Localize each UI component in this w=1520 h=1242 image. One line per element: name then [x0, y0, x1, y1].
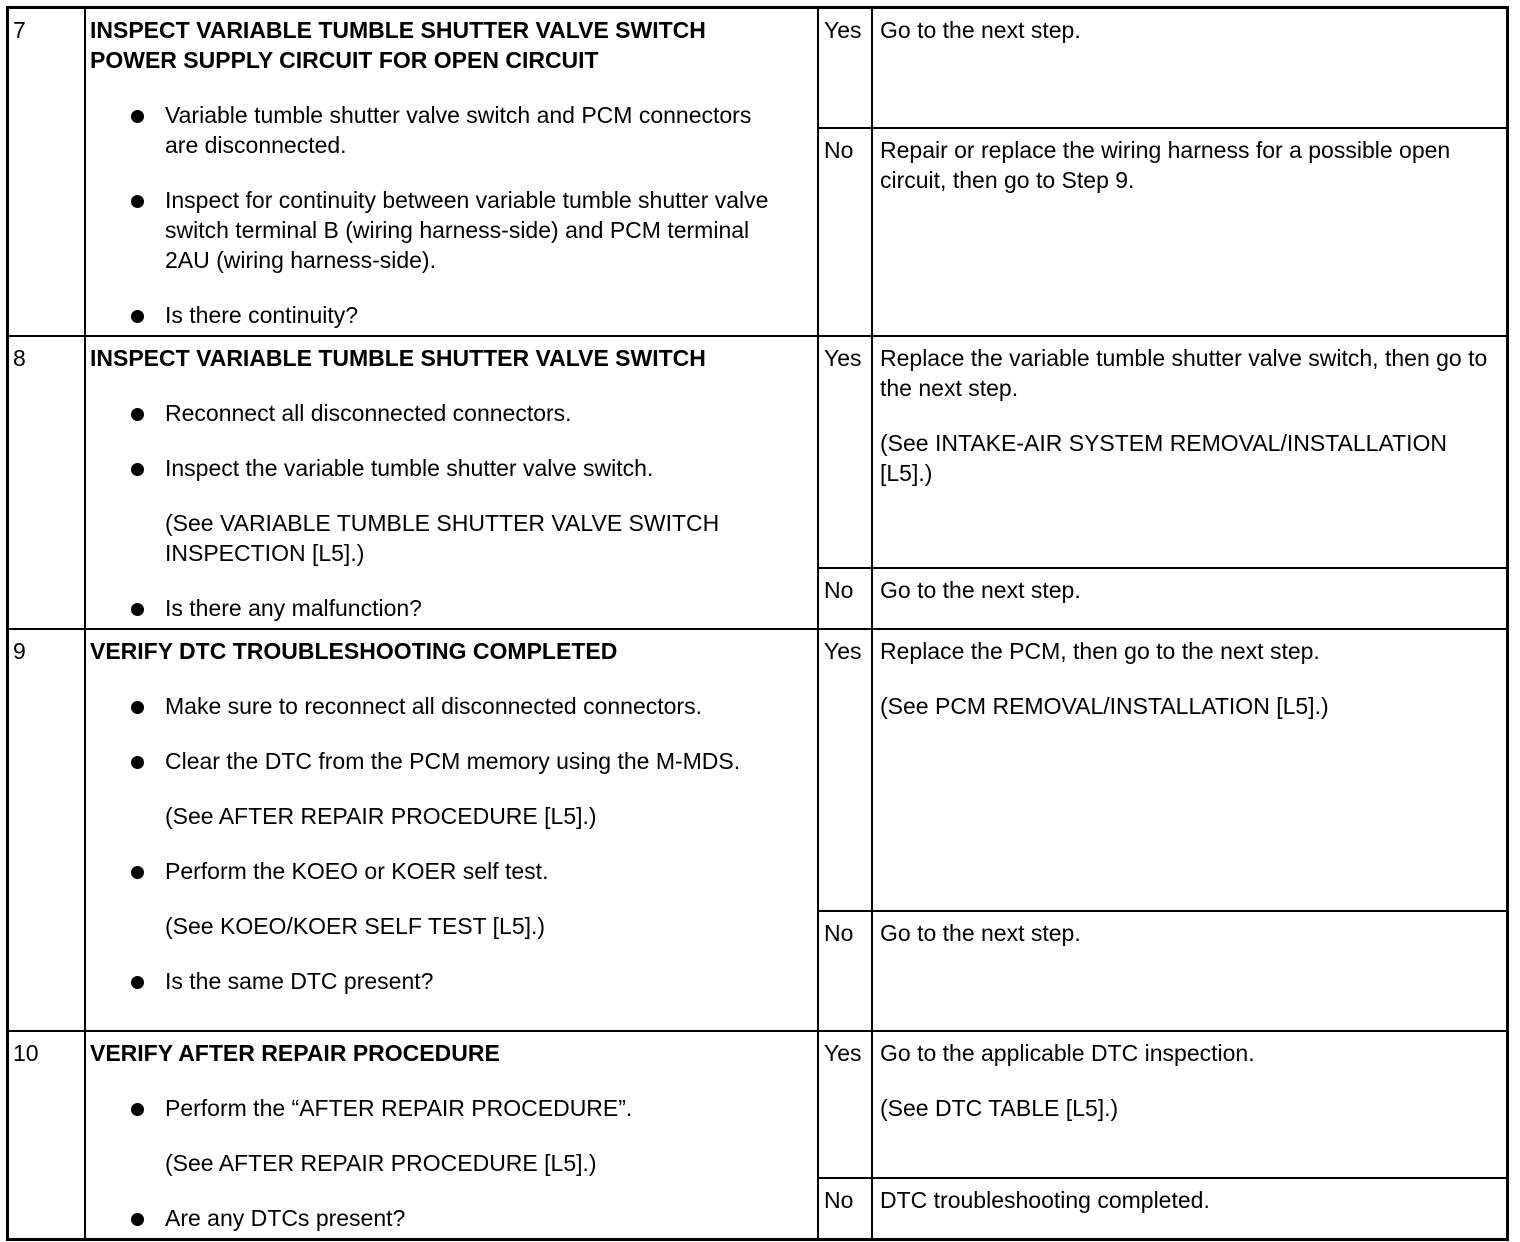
check-item: Is there continuity?	[165, 300, 790, 330]
yes-label: Yes	[824, 17, 862, 43]
check-item: Make sure to reconnect all disconnected connectors.	[165, 691, 790, 721]
reference-note: (See VARIABLE TUMBLE SHUTTER VALVE SWITCH INSPECTION [L5].)	[165, 510, 720, 566]
step-row-7	[9, 9, 1506, 335]
step-number: 8	[13, 345, 26, 371]
step-title: VERIFY DTC TROUBLESHOOTING COMPLETED	[90, 638, 618, 664]
yes-label: Yes	[824, 1040, 862, 1066]
check-item: Inspect the variable tumble shutter valve switch.	[165, 453, 790, 483]
no-text: DTC troubleshooting completed.	[880, 1187, 1210, 1213]
step-body	[90, 1038, 790, 1233]
yes-text: Replace the variable tumble shutter valve switch, then go to the next step.	[880, 345, 1488, 401]
no-result	[819, 127, 1506, 335]
check-item: Inspect for continuity between variable tumble shutter valve switch terminal B (wiring harness-side) and PCM terminal 2AU (wiring harness-side).	[165, 185, 790, 275]
check-item: Is there any malfunction?	[165, 593, 790, 623]
no-result	[819, 910, 1506, 1032]
yes-reference: (See PCM REMOVAL/INSTALLATION [L5].)	[880, 693, 1329, 719]
yes-text: Replace the PCM, then go to the next step.	[880, 638, 1320, 664]
yes-result	[819, 1032, 1506, 1177]
step-title: INSPECT VARIABLE TUMBLE SHUTTER VALVE SWITCH	[90, 345, 706, 371]
step-body	[90, 343, 790, 623]
bullet-icon	[131, 463, 144, 476]
step-title: VERIFY AFTER REPAIR PROCEDURE	[90, 1040, 500, 1066]
bullet-icon	[131, 110, 144, 123]
yes-reference: (See DTC TABLE [L5].)	[880, 1095, 1119, 1121]
yes-text: Go to the next step.	[880, 17, 1081, 43]
bullet-icon	[131, 701, 144, 714]
step-row-8	[9, 335, 1506, 628]
yes-label: Yes	[824, 638, 862, 664]
bullet-icon	[131, 195, 144, 208]
step-row-9	[9, 628, 1506, 1030]
step-number: 10	[13, 1040, 39, 1066]
yes-reference: (See INTAKE-AIR SYSTEM REMOVAL/INSTALLATION [L5].)	[880, 430, 1448, 486]
bullet-icon	[131, 408, 144, 421]
step-number: 7	[13, 17, 26, 43]
reference-note: (See AFTER REPAIR PROCEDURE [L5].)	[165, 803, 597, 829]
check-item: Is the same DTC present?	[165, 966, 790, 996]
bullet-icon	[131, 976, 144, 989]
no-label: No	[824, 1187, 854, 1213]
reference-note: (See KOEO/KOER SELF TEST [L5].)	[165, 913, 546, 939]
yes-result	[819, 9, 1506, 127]
no-label: No	[824, 577, 854, 603]
check-item: Perform the KOEO or KOER self test.	[165, 856, 790, 886]
check-item: Variable tumble shutter valve switch and PCM connectors are disconnected.	[165, 100, 790, 160]
no-result	[819, 567, 1506, 630]
step-body	[90, 15, 790, 330]
no-text: Repair or replace the wiring harness for a possible open circuit, then go to Step 9.	[880, 137, 1451, 193]
yes-text: Go to the applicable DTC inspection.	[880, 1040, 1255, 1066]
yes-label: Yes	[824, 345, 862, 371]
troubleshooting-table	[6, 6, 1509, 1241]
no-text: Go to the next step.	[880, 920, 1081, 946]
bullet-icon	[131, 1103, 144, 1116]
bullet-icon	[131, 866, 144, 879]
no-label: No	[824, 920, 854, 946]
step-row-10	[9, 1030, 1506, 1238]
reference-note: (See AFTER REPAIR PROCEDURE [L5].)	[165, 1150, 597, 1176]
yes-result	[819, 630, 1506, 910]
check-item: Clear the DTC from the PCM memory using the M-MDS.	[165, 746, 790, 776]
check-item: Reconnect all disconnected connectors.	[165, 398, 790, 428]
bullet-icon	[131, 1213, 144, 1226]
no-text: Go to the next step.	[880, 577, 1081, 603]
bullet-icon	[131, 310, 144, 323]
step-title: INSPECT VARIABLE TUMBLE SHUTTER VALVE SWITCH POWER SUPPLY CIRCUIT FOR OPEN CIRCUIT	[90, 17, 706, 73]
yes-result	[819, 337, 1506, 567]
no-label: No	[824, 137, 854, 163]
bullet-icon	[131, 756, 144, 769]
step-body	[90, 636, 790, 996]
check-item: Are any DTCs present?	[165, 1203, 790, 1233]
step-number: 9	[13, 638, 26, 664]
no-result	[819, 1177, 1506, 1240]
bullet-icon	[131, 603, 144, 616]
check-item: Perform the “AFTER REPAIR PROCEDURE”.	[165, 1093, 790, 1123]
